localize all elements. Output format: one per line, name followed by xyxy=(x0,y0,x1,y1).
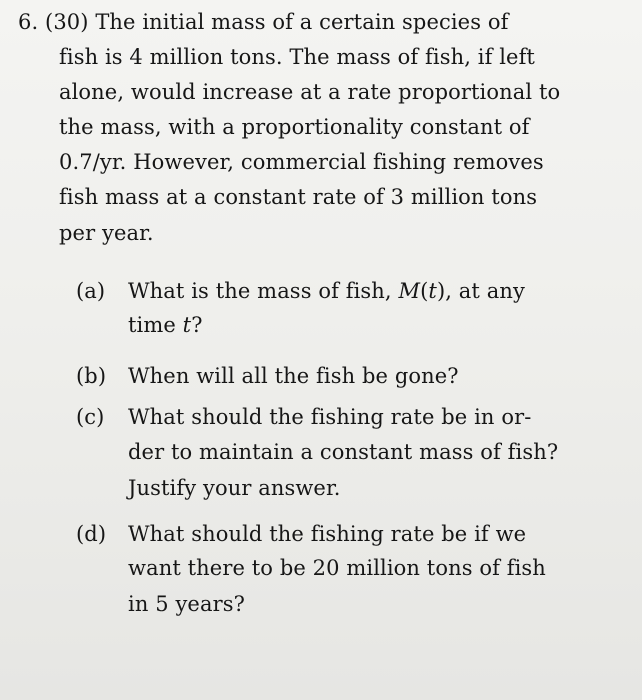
part-a-paren: ( xyxy=(420,279,429,303)
part-c-line-1: What should the fishing rate be in or- xyxy=(128,405,532,429)
problem-line-7: per year. xyxy=(59,221,154,245)
problem-number: 6. xyxy=(18,10,39,34)
part-c-line-3: Justify your answer. xyxy=(128,476,341,500)
math-var-t: t xyxy=(182,313,192,337)
part-b-label: (b) xyxy=(76,364,107,388)
part-d-line-1: What should the fishing rate be if we xyxy=(128,522,527,546)
part-c-label: (c) xyxy=(76,405,105,429)
part-a-line-2 xyxy=(128,313,203,337)
math-var-t: t xyxy=(428,279,437,303)
problem-points: (30) xyxy=(45,10,89,34)
problem-line-2: fish is 4 million tons. The mass of fish, if left xyxy=(59,45,535,69)
part-a-time-text: time xyxy=(128,313,183,337)
problem-line-3: alone, would increase at a rate proportional to xyxy=(59,80,561,104)
part-d-line-3: in 5 years? xyxy=(128,592,245,616)
problem-line-5: 0.7/yr. However, commercial fishing removes xyxy=(59,150,544,174)
problem-line-1: The initial mass of a certain species of xyxy=(95,10,509,34)
problem-line-4: the mass, with a proportionality constant of xyxy=(59,115,530,139)
part-a-line-1 xyxy=(128,279,525,303)
part-d-label: (d) xyxy=(76,522,107,546)
math-var-M: M xyxy=(398,279,421,303)
part-c-line-2: der to maintain a constant mass of fish? xyxy=(128,440,559,464)
part-a-text-end: ), at any xyxy=(436,279,525,303)
part-d-line-2: want there to be 20 million tons of fish xyxy=(128,556,546,580)
part-a-label: (a) xyxy=(76,279,106,303)
part-b-line-1: When will all the fish be gone? xyxy=(128,364,459,388)
part-a-question-mark: ? xyxy=(191,313,203,337)
part-a-text: What is the mass of fish, xyxy=(128,279,399,303)
problem-number-line xyxy=(18,10,508,34)
problem-line-6: fish mass at a constant rate of 3 million tons xyxy=(59,185,538,209)
